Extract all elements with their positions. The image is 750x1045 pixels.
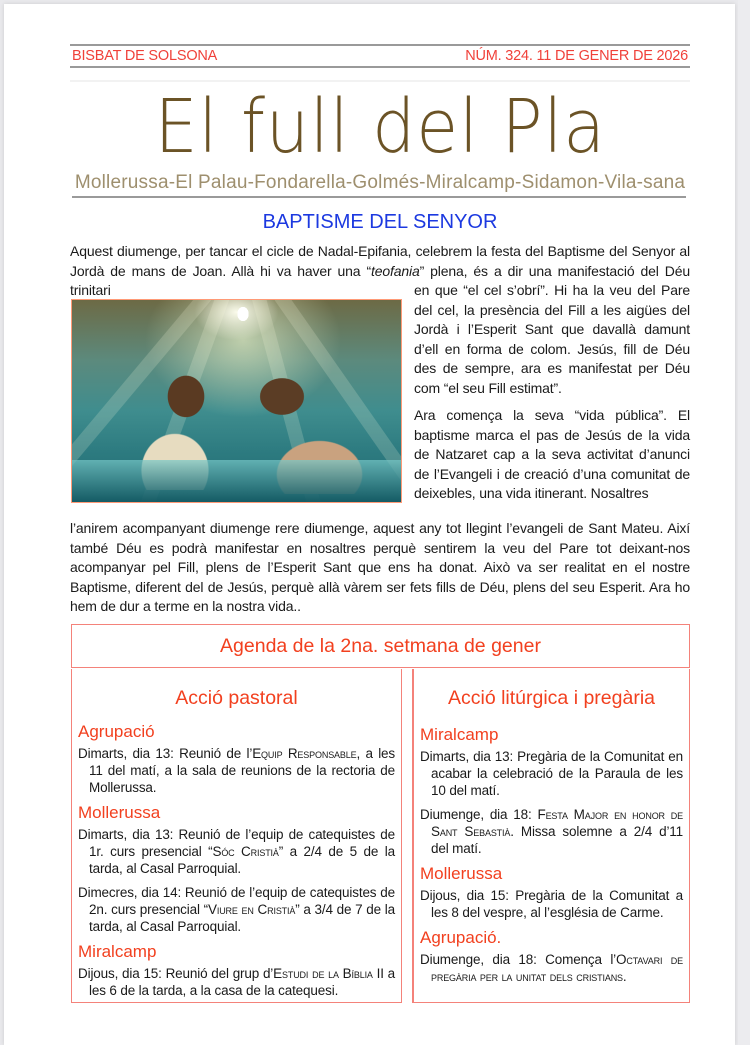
towns-subtitle: Mollerussa-El Palau-Fondarella-Golmés-Miralcamp-Sidamon-Vila-sana [74, 172, 686, 193]
river-water [72, 460, 401, 502]
liturgical-title: Acció litúrgica i pregària [447, 687, 655, 709]
agenda-entry: Dijous, dia 15: Reunió del grup d’Estudi de la Bíblia II a les 6 de la tarda, a la casa de la catequesi. [78, 966, 395, 998]
column-divider [402, 669, 413, 1003]
agenda-place-heading: Mollerussa [78, 803, 161, 822]
agenda-entry: Dimecres, dia 14: Reunió de l’equip de catequistes de 2n. curs presencial “Viure en Cristià” a 3/4 de 7 de la tarda, al Casal Parroquial. [78, 885, 395, 934]
pastoral-title: Acció pastoral [175, 687, 298, 709]
agenda-place-heading: Agrupació. [420, 928, 502, 947]
divider [70, 80, 690, 82]
header-strip [70, 44, 690, 68]
agenda-entry: Dimarts, dia 13: Reunió de l’Equip Responsable, a les 11 del matí, a la sala de reunions de la rectoria de Mollerussa. [78, 746, 396, 795]
masthead-title: El full del Pla [154, 84, 606, 170]
newsletter-page [4, 4, 735, 1045]
liturgical-column [413, 669, 690, 1003]
agenda-header-box [71, 624, 690, 668]
divider [72, 196, 686, 198]
agenda-place-heading: Miralcamp [78, 942, 157, 961]
agenda-entry: Dimarts, dia 13: Reunió de l’equip de catequistes de 1r. curs presencial “Sóc Cristià” a 2/4 de 5 de la tarda, al Casal Parroquial. [78, 827, 396, 876]
agenda-title: Agenda de la 2na. setmana de gener [220, 634, 541, 657]
pastoral-column [71, 669, 402, 1003]
agenda-place-heading: Mollerussa [420, 864, 503, 883]
agenda-place-heading: Agrupació [78, 722, 155, 741]
agenda-entry: Diumenge, dia 18: Festa Major en honor de Sant Sebastià. Missa solemne a 2/4 d’11 del matí. [420, 807, 684, 856]
agenda-entry: Dimarts, dia 13: Pregària de la Comunitat en acabar la celebració de la Paraula de les 10 del matí. [420, 749, 683, 798]
article-paragraph-intro: Aquest diumenge, per tancar el cicle de Nadal-Epifania, celebrem la festa del Baptisme del Senyor al Jordà de mans de Joan. Allà hi va haver una “teofania” plena, és a dir una manifestació del Déu trinitari [70, 243, 690, 298]
article-paragraph-side: en que “el cel s’obrí”. Hi ha la veu del Pare del cel, la presència del Fill a les aigües del Jordà i l’Esperit Sant que davallà damunt d’ell en forma de colom. Jesús, fill de Déu des de sempre, ara es manifestat per Déu com “el seu Fill estimat”. Ara comença la seva “vida pública”. El baptisme marca el pas de Jesús de la vida de Natzaret cap a la seva activitat d’anunci de l’Evangeli i de creació d’una comunitat de deixebles, una vida itinerant. Nosaltres [414, 282, 690, 501]
article-title: BAPTISME DEL SENYOR [262, 211, 498, 233]
issue-label: NÚM. 324. 11 DE GENER DE 2026 [465, 48, 688, 64]
agenda-entry: Diumenge, dia 18: Comença l’Octavari de pregària per la unitat dels cristians. [420, 952, 683, 984]
agenda-place-heading: Miralcamp [420, 725, 499, 744]
diocese-label: BISBAT DE SOLSONA [72, 48, 218, 64]
agenda-entry: Dijous, dia 15: Pregària de la Comunitat a les 8 del vespre, al l’església de Carme. [420, 888, 683, 920]
baptism-image [71, 299, 402, 503]
dove-figure [232, 302, 254, 326]
article-paragraph-continued: l’anirem acompanyant diumenge rere diumenge, aquest any tot llegint l’evangeli de Sant Mateu. Així també Déu es podrà manifestar en nosaltres perquè sentirem la veu del Pare tot deixant-nos acompanyar pel Fill, plens de l’Esperit Sant que ens ha donat. Això va ser realitat en el nostre Baptisme, diferent del de Jesús, perquè allà vàrem ser fets fills de Déu, plens del seu Esperit. Ara ho hem de dur a terme en la nostra vida.. [70, 520, 690, 614]
scrollbar[interactable] [738, 0, 750, 1045]
